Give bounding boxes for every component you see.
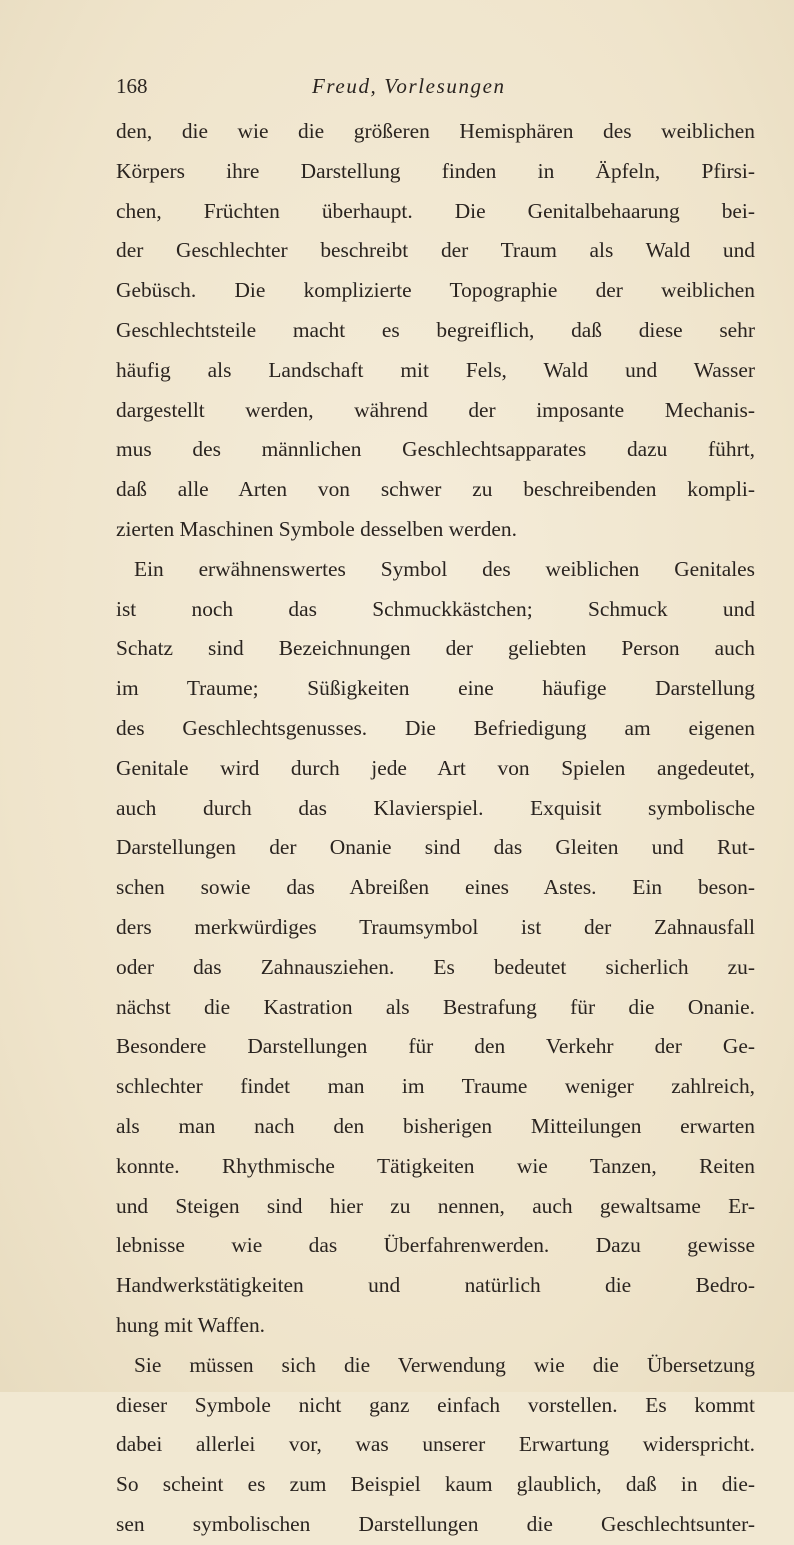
text-line: Besondere Darstellungen für den Verkehr der Ge- xyxy=(116,1034,755,1059)
text-line: der Geschlechter beschreibt der Traum als Wald und xyxy=(116,238,755,263)
text-line: ders merkwürdiges Traumsymbol ist der Zahnausfall xyxy=(116,914,755,939)
text-line: konnte. Rhythmische Tätigkeiten wie Tanzen, Reiten xyxy=(116,1153,755,1178)
text-line: des Geschlechtsgenusses. Die Befriedigung am eigenen xyxy=(116,715,755,740)
text-line: Darstellungen der Onanie sind das Gleiten und Rut- xyxy=(116,835,755,860)
body-text xyxy=(116,112,755,1545)
text-line: Ein erwähnenswertes Symbol des weiblichen Genitales xyxy=(134,556,755,581)
text-line: sen symbolischen Darstellungen die Geschlechtsunter- xyxy=(116,1511,755,1536)
text-line: den, die wie die größeren Hemisphären des weiblichen xyxy=(116,119,755,143)
text-line: chen, Früchten überhaupt. Die Genitalbehaarung bei- xyxy=(116,198,755,223)
text-line: So scheint es zum Beispiel kaum glaublich, daß in die- xyxy=(116,1472,755,1497)
text-line: Schatz sind Bezeichnungen der geliebten Person auch xyxy=(116,636,755,661)
text-line: im Traume; Süßigkeiten eine häufige Darstellung xyxy=(116,676,755,701)
text-line: Körpers ihre Darstellung finden in Äpfeln, Pfirsi- xyxy=(116,158,755,183)
text-line: oder das Zahnausziehen. Es bedeutet sicherlich zu- xyxy=(116,954,755,979)
text-line: dabei allerlei vor, was unserer Erwartung widerspricht. xyxy=(116,1432,755,1457)
text-line: als man nach den bisherigen Mitteilungen erwarten xyxy=(116,1113,755,1138)
text-line: dargestellt werden, während der imposante Mechanis- xyxy=(116,397,755,422)
text-line: schlechter findet man im Traume weniger zahlreich, xyxy=(116,1074,755,1099)
page-header xyxy=(116,74,756,104)
text-line: Genitale wird durch jede Art von Spielen angedeutet, xyxy=(116,755,755,780)
page-number: 168 xyxy=(116,74,148,98)
text-line: Gebüsch. Die komplizierte Topographie der weiblichen xyxy=(116,278,755,303)
text-line: und Steigen sind hier zu nennen, auch gewaltsame Er- xyxy=(116,1193,755,1218)
text-line: schen sowie das Abreißen eines Astes. Ein beson- xyxy=(116,875,755,900)
text-line: Handwerkstätigkeiten und natürlich die Bedro- xyxy=(116,1273,755,1298)
text-line: nächst die Kastration als Bestrafung für die Onanie. xyxy=(116,994,755,1019)
text-line: zierten Maschinen Symbole desselben werden. xyxy=(116,516,517,541)
text-line: auch durch das Klavierspiel. Exquisit symbolische xyxy=(116,795,755,820)
text-line: Sie müssen sich die Verwendung wie die Übersetzung xyxy=(134,1352,755,1377)
text-line: Geschlechtsteile macht es begreiflich, daß diese sehr xyxy=(116,317,755,342)
text-line: daß alle Arten von schwer zu beschreibenden kompli- xyxy=(116,477,755,502)
text-line: ist noch das Schmuckkästchen; Schmuck und xyxy=(116,596,755,621)
text-line: dieser Symbole nicht ganz einfach vorstellen. Es kommt xyxy=(116,1392,755,1417)
text-line: hung mit Waffen. xyxy=(116,1312,265,1337)
text-line: lebnisse wie das Überfahrenwerden. Dazu gewisse xyxy=(116,1233,755,1258)
text-line: mus des männlichen Geschlechtsapparates dazu führt, xyxy=(116,437,755,462)
running-title: Freud, Vorlesungen xyxy=(312,74,506,98)
text-line: häufig als Landschaft mit Fels, Wald und Wasser xyxy=(116,357,755,382)
